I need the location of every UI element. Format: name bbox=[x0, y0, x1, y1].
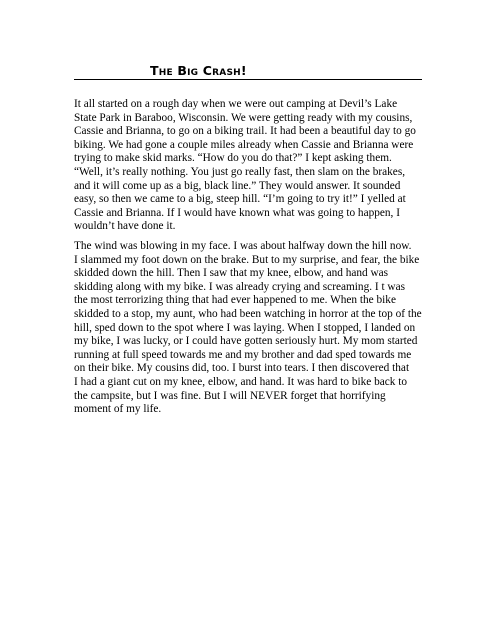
paragraph-line: “Well, it’s really nothing. You just go really fast, then slam on the brakes, bbox=[74, 165, 406, 178]
paragraph-line: on their bike. My cousins did, too. I burst into tears. I then discovered that bbox=[74, 362, 410, 375]
paragraph-line: trying to make skid marks. “How do you do that?” I kept asking them. bbox=[74, 152, 392, 165]
paragraph-line: I had a giant cut on my knee, elbow, and hand. It was hard to bike back to bbox=[74, 375, 408, 388]
paragraph-line: skidded down the hill. Then I saw that my knee, elbow, and hand was bbox=[74, 267, 389, 280]
paragraph-line: wouldn’t have done it. bbox=[74, 220, 176, 233]
paragraph-line: the most terrorizing thing that had ever happened to me. When the bike bbox=[74, 294, 396, 307]
paragraph-line: I slammed my foot down on the brake. But to my surprise, and fear, the bike bbox=[74, 253, 420, 266]
paragraph-line: the campsite, but I was fine. But I will NEVER forget that horrifying bbox=[74, 389, 386, 402]
story-title: The Big Crash! bbox=[150, 63, 247, 78]
paragraph-line: running at full speed towards me and my brother and dad sped towards me bbox=[74, 348, 412, 361]
paragraph-line: Cassie and Brianna, to go on a biking trail. It had been a beautiful day to go bbox=[74, 125, 416, 138]
paragraph-2 bbox=[74, 240, 430, 417]
paragraph-line: The wind was blowing in my face. I was about halfway down the hill now. bbox=[74, 240, 412, 252]
paragraph-line: State Park in Baraboo, Wisconsin. We were getting ready with my cousins, bbox=[74, 111, 413, 124]
paragraph-line: It all started on a rough day when we were out camping at Devil’s Lake bbox=[74, 98, 398, 110]
paragraph-line: Cassie and Brianna. If I would have known what was going to happen, I bbox=[74, 206, 400, 219]
paragraph-line: moment of my life. bbox=[74, 403, 162, 416]
title-underline bbox=[74, 79, 422, 80]
paragraph-line: and it will come up as a big, black line.” They would answer. It sounded bbox=[74, 179, 401, 192]
paragraph-1 bbox=[74, 98, 430, 234]
paragraph-line: skidded to a stop, my aunt, who had been watching in horror at the top of the bbox=[74, 307, 422, 320]
paragraph-line: biking. We had gone a couple miles already when Cassie and Brianna were bbox=[74, 138, 414, 151]
paragraph-line: easy, so then we came to a big, steep hill. “I’m going to try it!” I yelled at bbox=[74, 193, 406, 206]
paragraph-line: hill, sped down to the spot where I was laying. When I stopped, I landed on bbox=[74, 321, 416, 334]
paragraph-line: skidding along with my bike. I was already crying and screaming. I t was bbox=[74, 280, 405, 293]
paragraph-line: my bike, I was lucky, or I could have gotten seriously hurt. My mom started bbox=[74, 335, 418, 348]
